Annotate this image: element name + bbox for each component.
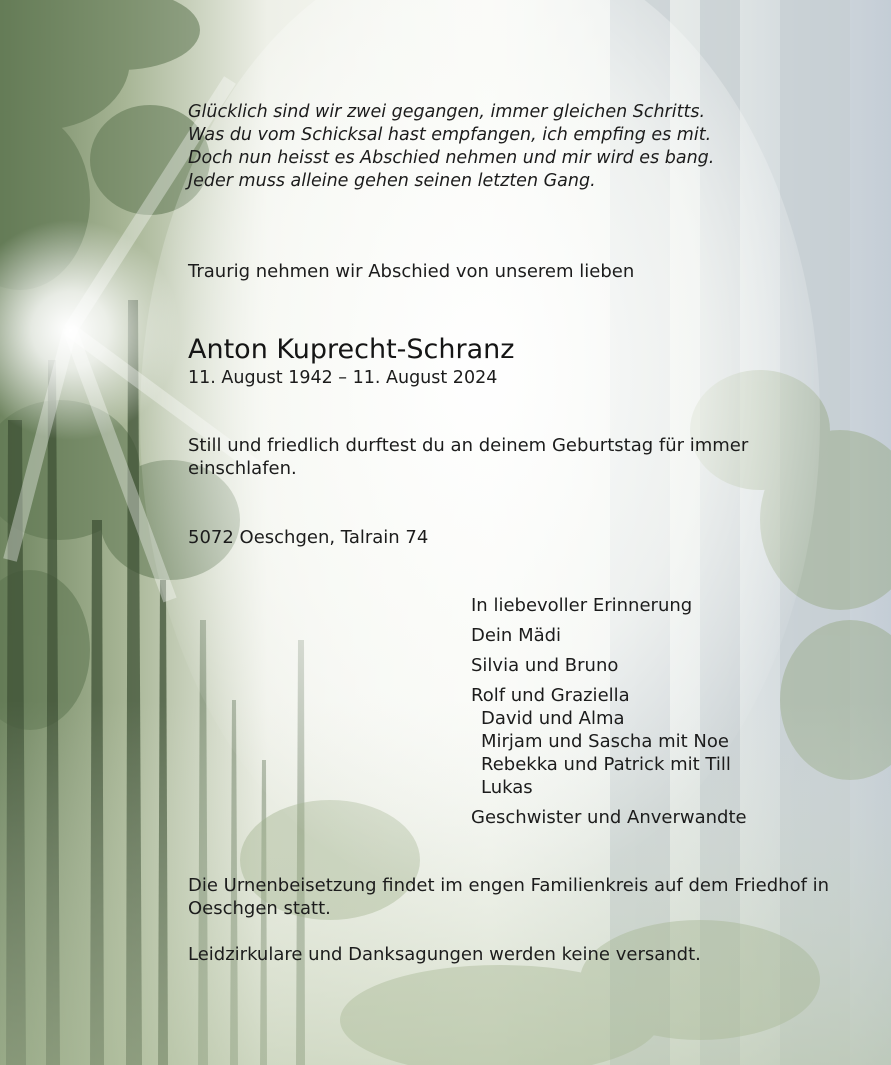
farewell-line: einschlafen. xyxy=(188,458,297,479)
grandchild-entry: Mirjam und Sascha mit Noe xyxy=(481,731,729,752)
family-member: Silvia und Bruno xyxy=(471,655,619,676)
grandchild-entry: Lukas xyxy=(481,777,533,798)
circulars-notice: Leidzirkulare und Danksagungen werden keine versandt. xyxy=(188,944,701,965)
burial-notice xyxy=(188,874,858,920)
burial-line: Die Urnenbeisetzung findet im engen Familienkreis auf dem Friedhof in xyxy=(188,875,830,896)
poem-line: Doch nun heisst es Abschied nehmen und mir wird es bang. xyxy=(188,148,715,168)
family-list xyxy=(471,594,747,836)
intro-text: Traurig nehmen wir Abschied von unserem lieben xyxy=(188,261,635,282)
poem-line: Was du vom Schicksal hast empfangen, ich empfing es mit. xyxy=(188,125,712,145)
family-heading: In liebevoller Erinnerung xyxy=(471,595,693,616)
life-dates: 11. August 1942 – 11. August 2024 xyxy=(188,368,498,388)
family-member: Geschwister und Anverwandte xyxy=(471,807,747,828)
poem xyxy=(188,101,714,193)
address: 5072 Oeschgen, Talrain 74 xyxy=(188,527,429,548)
family-group xyxy=(471,684,747,799)
family-member: Dein Mädi xyxy=(471,625,562,646)
poem-line: Glücklich sind wir zwei gegangen, immer gleichen Schritts. xyxy=(188,102,706,122)
deceased-name: Anton Kuprecht-Schranz xyxy=(188,334,515,365)
burial-line: Oeschgen statt. xyxy=(188,898,331,919)
grandchild-entry: Rebekka und Patrick mit Till xyxy=(481,754,731,775)
family-member: Rolf und Graziella xyxy=(471,685,630,706)
farewell-line: Still und friedlich durftest du an deinem Geburtstag für immer xyxy=(188,435,749,456)
grandchild-entry: David und Alma xyxy=(481,708,625,729)
farewell-text xyxy=(188,434,788,480)
poem-line: Jeder muss alleine gehen seinen letzten Gang. xyxy=(188,171,596,191)
